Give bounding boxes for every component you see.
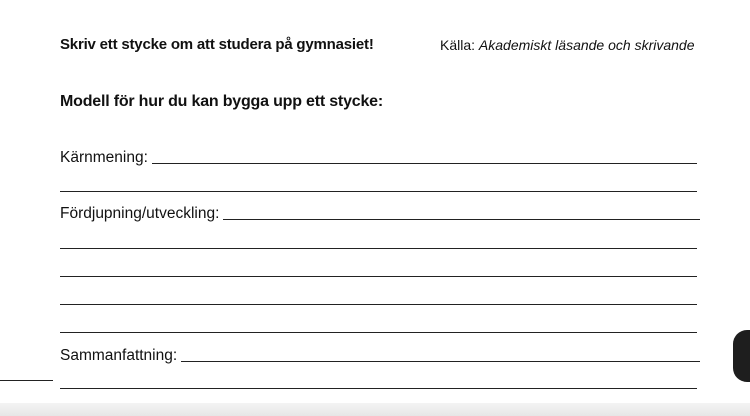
page-tab-marker [733, 330, 750, 382]
field-core-sentence[interactable] [60, 147, 697, 167]
margin-line [0, 380, 53, 381]
page-bottom-edge [0, 403, 750, 416]
field-label-summary: Sammanfattning: [60, 347, 178, 364]
write-line[interactable] [60, 276, 697, 277]
field-label-elaboration: Fördjupning/utveckling: [60, 205, 220, 222]
write-line[interactable] [181, 361, 700, 362]
source-citation [440, 37, 694, 53]
field-summary[interactable] [60, 345, 700, 365]
write-line[interactable] [60, 332, 697, 333]
write-line[interactable] [223, 219, 700, 220]
write-line[interactable] [60, 304, 697, 305]
write-line[interactable] [152, 163, 697, 164]
field-label-core-sentence: Kärnmening: [60, 149, 148, 166]
source-label: Källa: [440, 37, 476, 53]
write-line[interactable] [60, 248, 697, 249]
write-line[interactable] [60, 388, 697, 389]
field-elaboration[interactable] [60, 203, 700, 223]
source-title: Akademiskt läsande och skrivande [478, 37, 695, 53]
page-title: Skriv ett stycke om att studera på gymnasiet! [60, 36, 374, 53]
model-heading: Modell för hur du kan bygga upp ett stycke: [60, 93, 383, 110]
write-line[interactable] [60, 191, 697, 192]
